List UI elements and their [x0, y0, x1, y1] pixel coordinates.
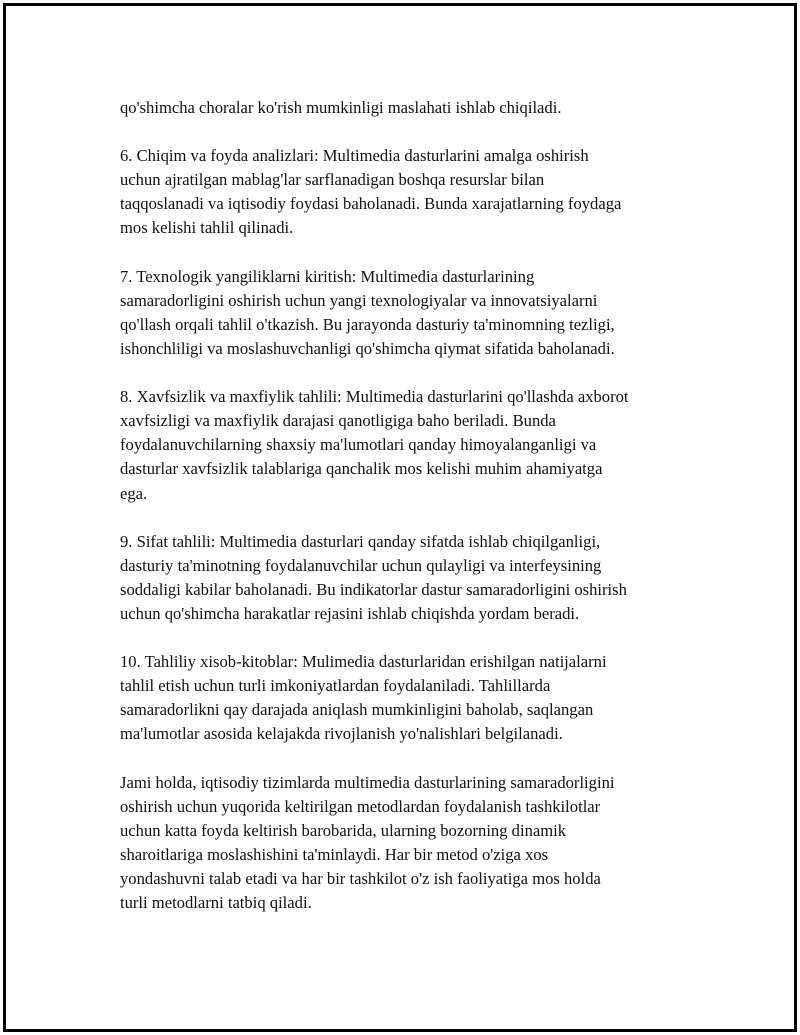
text-line: ega.: [120, 483, 148, 503]
document-body: [120, 96, 700, 939]
text-line: qo'llash orqali tahlil o'tkazish. Bu jarayonda dasturiy ta'minomning tezligi,: [120, 314, 615, 334]
paragraph-7-tech-innovation: [120, 265, 700, 361]
paragraph-6-cost-benefit: [120, 144, 700, 240]
text-line: 10. Tahliliy xisob-kitoblar: Mulimedia dasturlaridan erishilgan natijalarni: [120, 652, 607, 672]
text-line: Jami holda, iqtisodiy tizimlarda multimedia dasturlarining samaradorligini: [120, 772, 615, 792]
text-line: oshirish uchun yuqorida keltirilgan metodlardan foydalanish tashkilotlar: [120, 796, 601, 816]
paragraph-10-analytical-reports: [120, 650, 700, 746]
text-line: soddaligi kabilar baholanadi. Bu indikatorlar dastur samaradorligini oshirish: [120, 579, 627, 599]
text-line: samaradorlikni qay darajada aniqlash mumkinligini baholab, saqlangan: [120, 700, 594, 720]
text-line: mos kelishi tahlil qilinadi.: [120, 218, 294, 238]
text-line: dasturiy ta'minotning foydalanuvchilar uchun qulayligi va interfeysining: [120, 555, 602, 575]
text-line: xavfsizligi va maxfiylik darajasi qanotligiga baho beriladi. Bunda: [120, 411, 556, 431]
text-line: taqqoslanadi va iqtisodiy foydasi baholanadi. Bunda xarajatlarning foydaga: [120, 194, 622, 214]
text-line: yondashuvni talab etadi va har bir tashkilot o'z ish faoliyatiga mos holda: [120, 869, 601, 888]
text-line: ma'lumotlar asosida kelajakda rivojlanish yo'nalishlari belgilanadi.: [120, 724, 563, 744]
text-line: uchun ajratilgan mablag'lar sarflanadigan boshqa resurslar bilan: [120, 170, 545, 190]
paragraph-9-quality: [120, 530, 700, 626]
paragraph-conclusion: [120, 771, 700, 916]
text-line: 6. Chiqim va foyda analizlari: Multimedia dasturlarini amalga oshirish: [120, 146, 589, 166]
text-line: dasturlar xavfsizlik talablariga qanchalik mos kelishi muhim ahamiyatga: [120, 459, 603, 479]
text-line: tahlil etish uchun turli imkoniyatlardan foydalaniladi. Tahlillarda: [120, 676, 551, 696]
text-line: sharoitlariga moslashishini ta'minlaydi. Har bir metod o'ziga xos: [120, 844, 549, 864]
text-line: samaradorligini oshirish uchun yangi texnologiyalar va innovatsiyalarni: [120, 290, 598, 310]
text-line: qo'shimcha choralar ko'rish mumkinligi maslahati ishlab chiqiladi.: [120, 98, 562, 117]
text-line: foydalanuvchilarning shaxsiy ma'lumotlari qanday himoyalanganligi va: [120, 435, 597, 455]
paragraph-8-security-privacy: [120, 385, 700, 505]
text-line: 7. Texnologik yangiliklarni kiritish: Multimedia dasturlarining: [120, 266, 535, 286]
text-line: turli metodlarni tatbiq qiladi.: [120, 893, 312, 913]
text-line: uchun qo'shimcha harakatlar rejasini ishlab chiqishda yordam beradi.: [120, 603, 580, 623]
text-line: ishonchliligi va moslashuvchanligi qo'shimcha qiymat sifatida baholanadi.: [120, 338, 615, 358]
page-frame: [3, 3, 797, 1032]
text-line: 9. Sifat tahlili: Multimedia dasturlari qanday sifatda ishlab chiqilganligi,: [120, 531, 601, 551]
paragraph-continuation: [120, 96, 700, 120]
text-line: uchun katta foyda keltirish barobarida, ularning bozorning dinamik: [120, 820, 567, 840]
text-line: 8. Xavfsizlik va maxfiylik tahlili: Multimedia dasturlarini qo'llashda axborot: [120, 387, 629, 407]
